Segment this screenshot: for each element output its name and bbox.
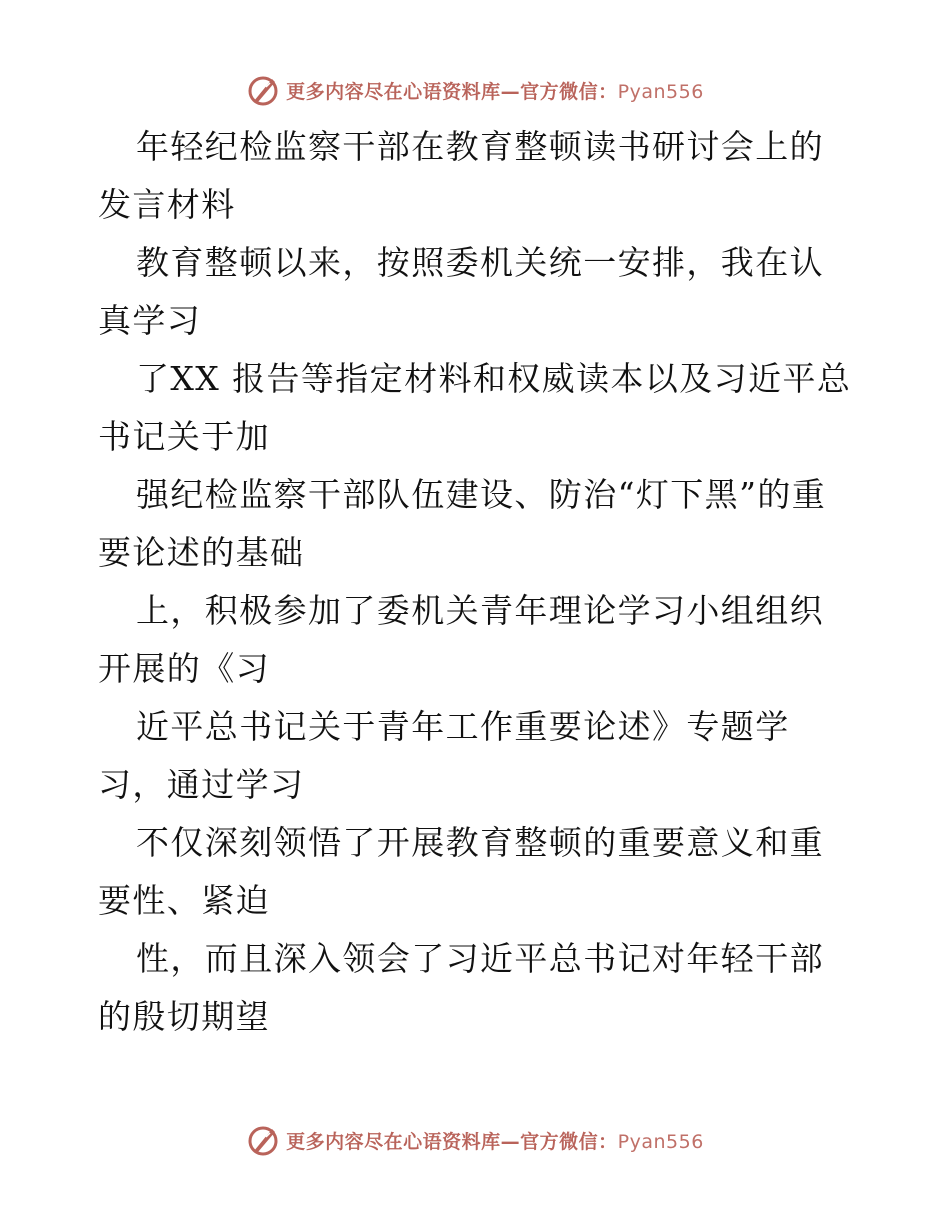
paragraph-7: 性，而且深入领会了习近平总书记对年轻干部的殷切期望 (98, 939, 824, 1036)
header-banner (0, 70, 950, 110)
paragraph-5: 近平总书记关于青年工作重要论述》专题学习，通过学习 (98, 707, 790, 804)
banner-wechat-id: Pyan556 (617, 80, 704, 103)
paragraph-4: 上，积极参加了委机关青年理论学习小组组织开展的《习 (98, 591, 824, 688)
quill-pen-logo-icon (246, 73, 280, 107)
paragraph-3: 强纪检监察干部队伍建设、防治“灯下黑”的重要论述的基础 (98, 475, 827, 572)
document-title: 年轻纪检监察干部在教育整顿读书研讨会上的发言材料 (98, 127, 824, 224)
document-body (98, 118, 858, 1046)
paragraph-2: 了XX 报告等指定材料和权威读本以及习近平总书记关于加 (98, 359, 852, 456)
paragraph-6: 不仅深刻领悟了开展教育整顿的重要意义和重要性、紧迫 (98, 823, 824, 920)
banner-main-text: 更多内容尽在心语资料库—官方微信： (286, 1130, 618, 1153)
quill-pen-logo-icon (246, 1123, 280, 1157)
footer-banner-text (286, 1127, 704, 1154)
banner-wechat-id: Pyan556 (617, 1130, 704, 1153)
header-banner-text (286, 77, 704, 104)
paragraph-1: 教育整顿以来，按照委机关统一安排，我在认真学习 (98, 243, 824, 340)
footer-banner (0, 1120, 950, 1160)
banner-main-text: 更多内容尽在心语资料库—官方微信： (286, 80, 618, 103)
